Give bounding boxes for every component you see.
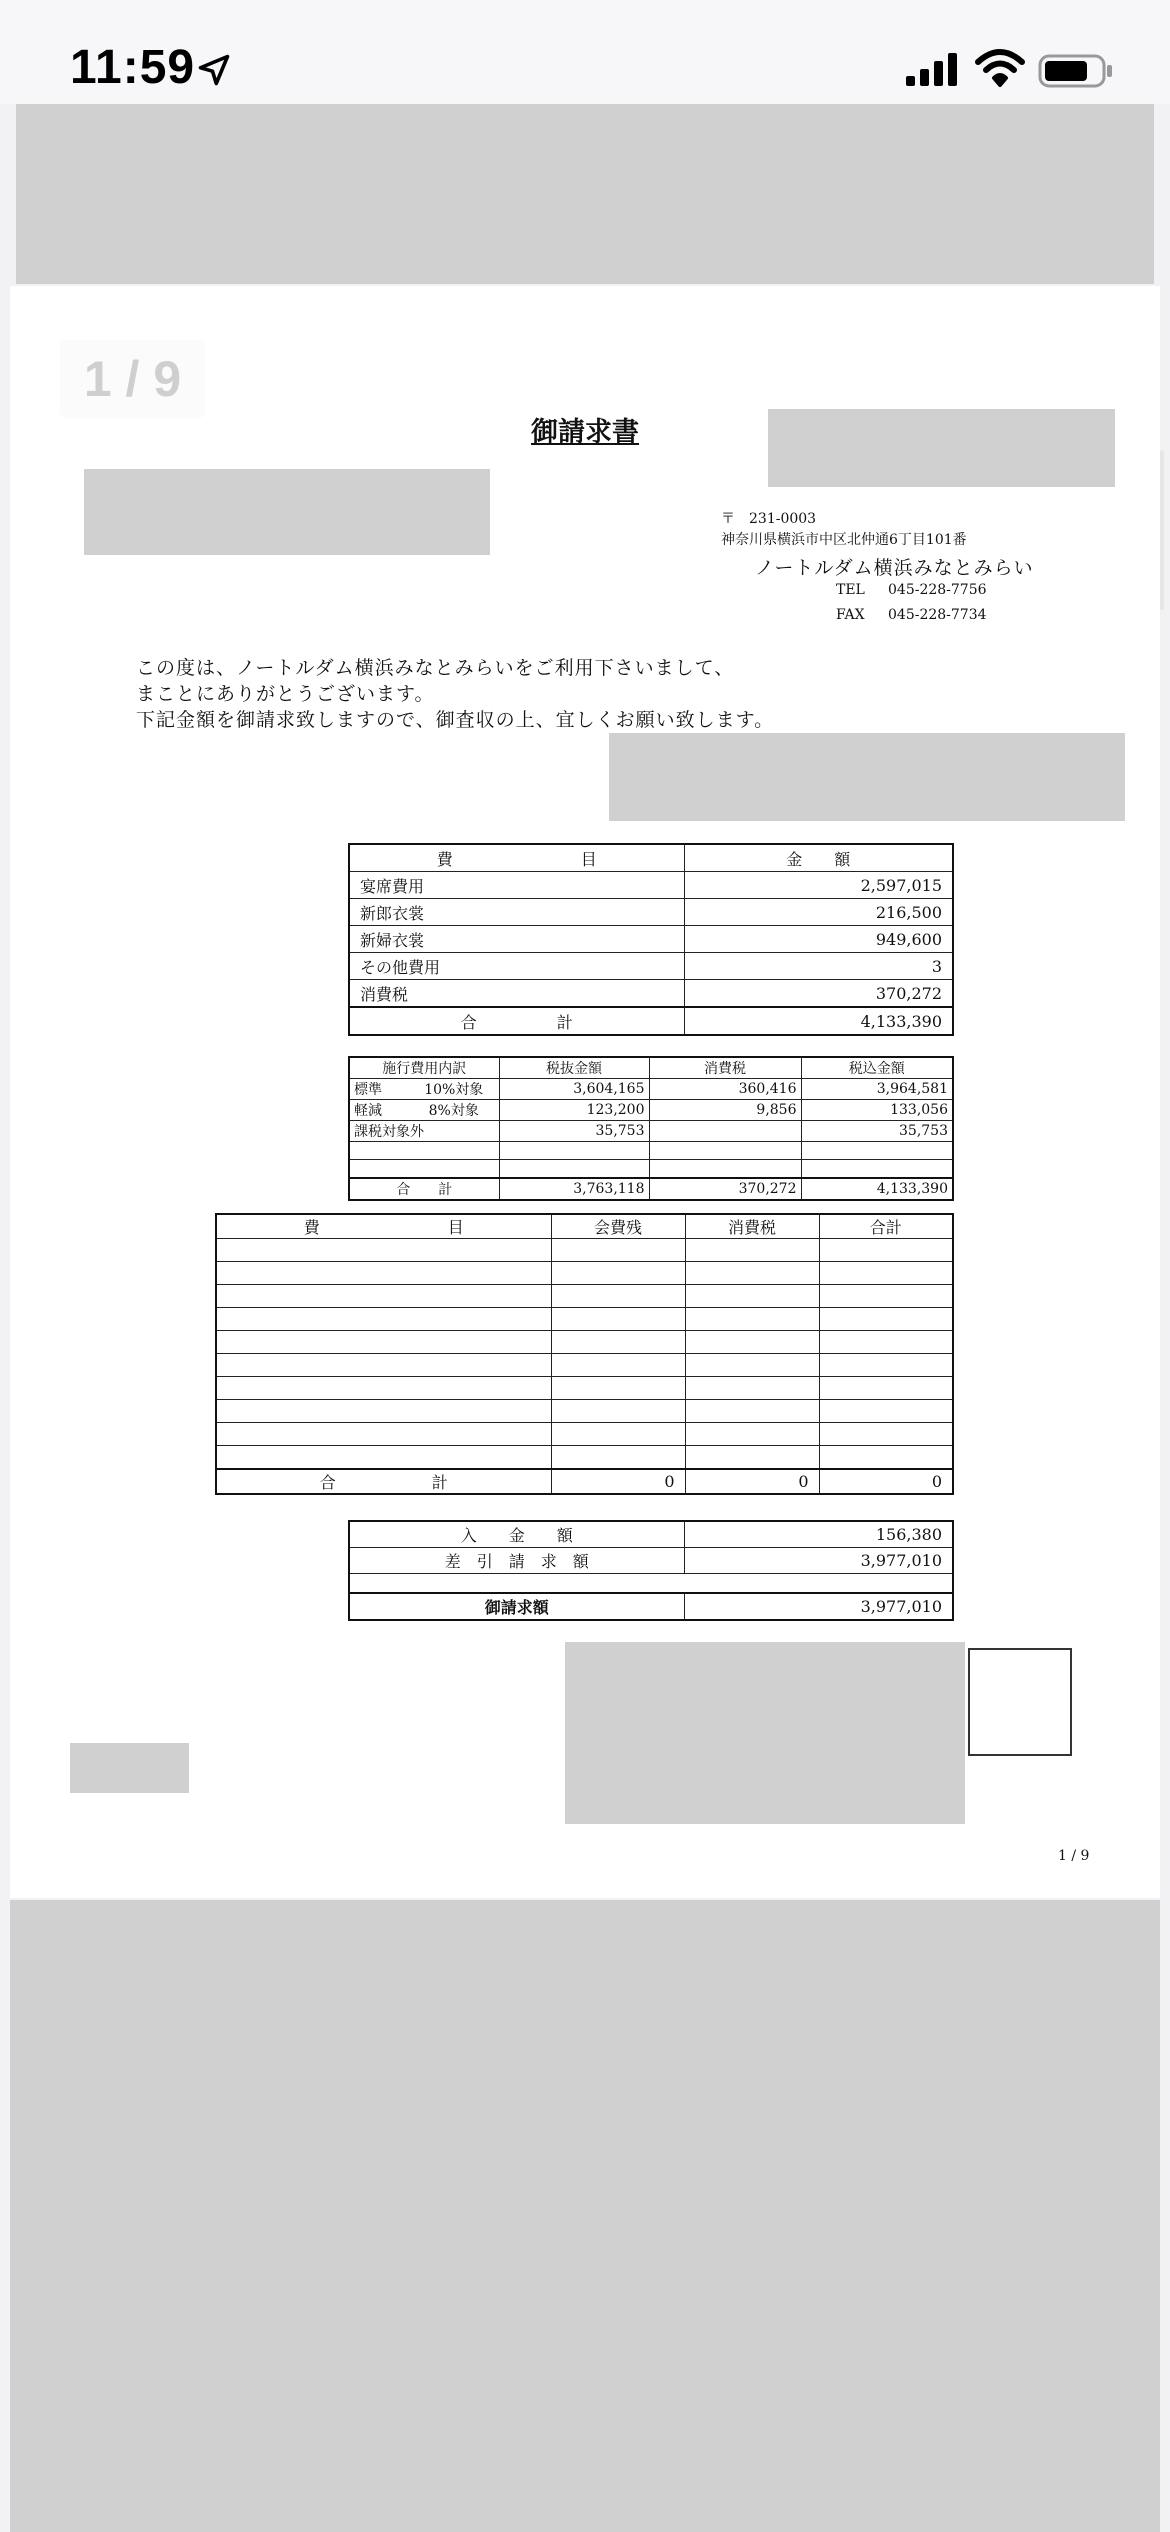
company-address: 神奈川県横浜市中区北仲通6丁目101番	[721, 532, 967, 548]
table-row-empty	[216, 1239, 953, 1262]
tax-incl: 3,964,581	[801, 1079, 953, 1100]
tel-label: TEL	[836, 582, 865, 598]
dues-total-tax: 0	[685, 1469, 819, 1494]
table-row	[349, 1121, 953, 1142]
header-item: 費 目	[216, 1214, 551, 1239]
header-amount: 金 額	[684, 844, 953, 872]
dues-total-sum: 0	[819, 1469, 953, 1494]
table-row	[349, 899, 953, 926]
status-time: 11:59	[70, 41, 196, 94]
summary-table	[348, 1520, 954, 1621]
tax-incl: 35,753	[801, 1121, 953, 1142]
table-row	[349, 926, 953, 953]
postal-code: 〒 231-0003	[721, 511, 817, 527]
fees-table	[348, 843, 954, 1036]
balance-label: 差 引 請 求 額	[349, 1548, 684, 1574]
document-title: 御請求書	[531, 417, 639, 448]
tax-excl: 3,604,165	[499, 1079, 649, 1100]
redacted-date	[768, 409, 1115, 487]
table-row-empty	[216, 1354, 953, 1377]
location-arrow-icon	[196, 52, 232, 88]
header-item: 費 目	[349, 844, 684, 872]
table-row-empty	[349, 1142, 953, 1160]
billing-label: 御請求額	[349, 1593, 684, 1620]
header-dues: 会費残	[551, 1214, 685, 1239]
cellular-signal-icon	[904, 52, 960, 88]
payment-row	[349, 1521, 953, 1548]
tax-total-label: 合 計	[349, 1178, 499, 1200]
balance-amount: 3,977,010	[684, 1548, 953, 1574]
payment-amount: 156,380	[684, 1521, 953, 1548]
table-header	[216, 1214, 953, 1239]
tax-excl: 123,200	[499, 1100, 649, 1121]
tax-tax: 9,856	[649, 1100, 801, 1121]
redacted-band-top	[16, 104, 1154, 284]
table-row	[349, 1079, 953, 1100]
table-header	[349, 844, 953, 872]
fee-item: 新郎衣裳	[349, 899, 684, 926]
greeting-line-3: 下記金額を御請求致しますので、御査収の上、宜しくお願い致します。	[136, 709, 775, 731]
tax-subcategory: 8%対象	[409, 1100, 499, 1121]
tax-incl: 133,056	[801, 1100, 953, 1121]
tel-number: 045-228-7756	[888, 582, 987, 598]
tax-excl: 35,753	[499, 1121, 649, 1142]
fax-number: 045-228-7734	[888, 607, 987, 623]
header-tax: 消費税	[685, 1214, 819, 1239]
header-sum: 合計	[819, 1214, 953, 1239]
tax-tax	[649, 1121, 801, 1142]
wifi-icon	[975, 48, 1025, 88]
header-tax: 消費税	[649, 1057, 801, 1079]
table-row-empty	[216, 1400, 953, 1423]
fax-label: FAX	[836, 607, 865, 623]
page-indicator: 1 / 9	[60, 340, 205, 418]
table-row	[349, 1100, 953, 1121]
redacted-bank-info	[565, 1642, 965, 1824]
tax-category: 課税対象外	[349, 1121, 499, 1142]
tax-tax: 360,416	[649, 1079, 801, 1100]
tax-total-tax: 370,272	[649, 1178, 801, 1200]
table-row-empty	[216, 1446, 953, 1470]
table-row-empty	[216, 1423, 953, 1446]
table-total-row	[349, 1007, 953, 1035]
tax-breakdown-table	[348, 1056, 954, 1201]
header-breakdown: 施行費用内訳	[349, 1057, 499, 1079]
tax-total-excl: 3,763,118	[499, 1178, 649, 1200]
billing-amount: 3,977,010	[684, 1593, 953, 1620]
table-row-empty	[216, 1308, 953, 1331]
tax-category: 標準	[349, 1079, 409, 1100]
tax-category: 軽減	[349, 1100, 409, 1121]
fee-amount: 3	[684, 953, 953, 980]
battery-icon	[1038, 54, 1114, 88]
fee-total-label: 合 計	[349, 1007, 684, 1035]
fee-amount: 216,500	[684, 899, 953, 926]
fee-amount: 370,272	[684, 980, 953, 1008]
fee-item: 宴席費用	[349, 872, 684, 899]
redacted-info	[609, 733, 1125, 821]
fee-amount: 2,597,015	[684, 872, 953, 899]
header-excl: 税抜金額	[499, 1057, 649, 1079]
dues-total-dues: 0	[551, 1469, 685, 1494]
status-bar	[0, 0, 1170, 104]
balance-row	[349, 1548, 953, 1574]
table-row-empty	[216, 1262, 953, 1285]
dues-total-label: 合 計	[216, 1469, 551, 1494]
header-incl: 税込金額	[801, 1057, 953, 1079]
seal-box	[968, 1648, 1072, 1756]
payment-label: 入 金 額	[349, 1521, 684, 1548]
fee-item: 消費税	[349, 980, 684, 1008]
billing-row	[349, 1593, 953, 1620]
fee-item: 新婦衣裳	[349, 926, 684, 953]
scroll-indicator[interactable]	[1160, 450, 1164, 610]
dues-table	[215, 1213, 954, 1495]
tax-total-incl: 4,133,390	[801, 1178, 953, 1200]
table-total-row	[349, 1178, 953, 1200]
table-row-empty	[216, 1331, 953, 1354]
greeting-line-1: この度は、ノートルダム横浜みなとみらいをご利用下さいまして、	[136, 657, 735, 679]
table-row	[349, 953, 953, 980]
page-number: 1 / 9	[1058, 1848, 1090, 1864]
redacted-recipient	[84, 469, 490, 555]
table-header	[349, 1057, 953, 1079]
greeting-line-2: まことにありがとうございます。	[136, 683, 435, 705]
spacer-row	[349, 1574, 953, 1594]
table-total-row	[216, 1469, 953, 1494]
tax-subcategory: 10%対象	[409, 1079, 499, 1100]
redacted-stamp	[70, 1743, 189, 1793]
redacted-band-bottom	[10, 1900, 1160, 2532]
table-row	[349, 872, 953, 899]
table-row-empty	[349, 1160, 953, 1179]
fee-total-amount: 4,133,390	[684, 1007, 953, 1035]
table-row-empty	[216, 1285, 953, 1308]
table-row-empty	[216, 1377, 953, 1400]
fee-amount: 949,600	[684, 926, 953, 953]
fee-item: その他費用	[349, 953, 684, 980]
table-row	[349, 980, 953, 1008]
company-name: ノートルダム横浜みなとみらい	[755, 557, 1034, 579]
